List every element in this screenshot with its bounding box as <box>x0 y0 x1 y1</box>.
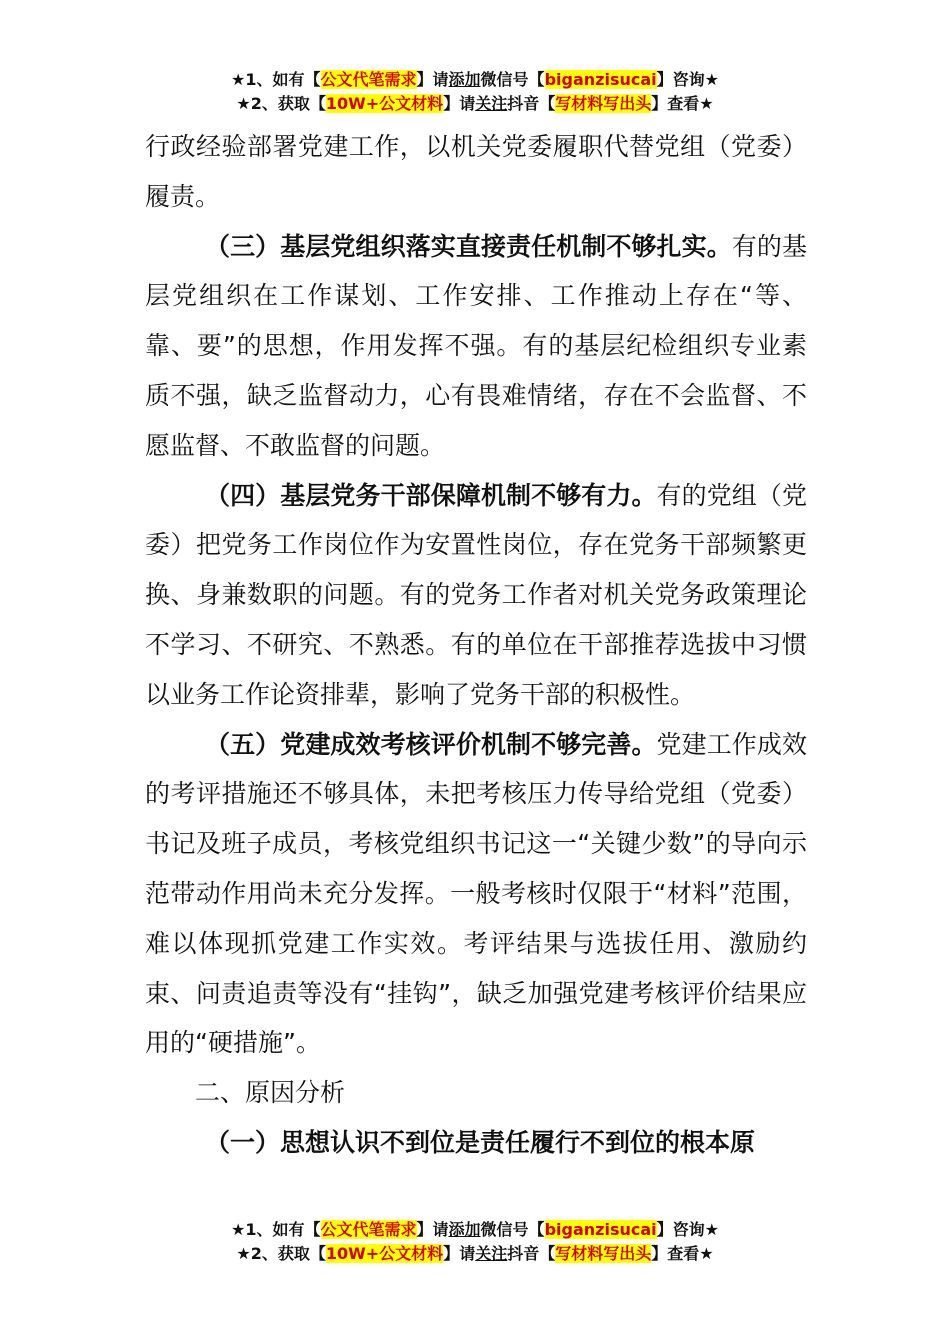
paragraph-section-5: （五）党建成效考核评价机制不够完善。党建工作成效的考评措施还不够具体，未把考核压力传导给党组（党委）书记及班子成员，考核党组织书记这一“关键少数”的导向示范带动作用尚未充分发挥。一般考核时仅限于“材料”范围，难以体现抓党建工作实效。考评结果与选拔任用、激励约束、问责追责等没有“挂钩”，缺乏加强党建考核评价结果应用的“硬措施”。 <box>145 729 807 1058</box>
section-heading: （五）党建成效考核评价机制不够完善。 <box>205 729 657 759</box>
highlight-wechat-id: biganzisucai <box>544 1220 657 1239</box>
highlight-wechat-id: biganzisucai <box>544 70 657 89</box>
paragraph-continuation: 行政经验部署党建工作，以机关党委履职代替党组（党委）履责。 <box>145 132 807 211</box>
header-banner <box>0 68 950 116</box>
banner-line-2: ★2、获取【10W+公文材料】请关注抖音【写材料写出头】查看★ <box>236 1244 714 1263</box>
footer-banner <box>0 1218 950 1266</box>
paragraph-cause-1 <box>145 1118 807 1168</box>
section-heading: （一）思想认识不到位是责任履行不到位的根本原 <box>205 1127 756 1157</box>
banner-line-2: ★2、获取【10W+公文材料】请关注抖音【写材料写出头】查看★ <box>236 94 714 113</box>
highlight-douyin: 写材料写出头 <box>555 94 652 113</box>
paragraph-section-4: （四）基层党务干部保障机制不够有力。有的党组（党委）把党务工作岗位作为安置性岗位，存在党务干部频繁更换、身兼数职的问题。有的党务工作者对机关党务政策理论不学习、不研究、不熟悉。有的单位在干部推荐选拔中习惯以业务工作论资排辈，影响了党务干部的积极性。 <box>145 480 807 709</box>
highlight-materials: 10W+公文材料 <box>325 1244 444 1263</box>
section-heading: （四）基层党务干部保障机制不够有力。 <box>205 480 657 510</box>
paragraph-section-3: （三）基层党组织落实直接责任机制不够扎实。有的基层党组织在工作谋划、工作安排、工作推动上存在“等、靠、要”的思想，作用发挥不强。有的基层纪检组织专业素质不强，缺乏监督动力，心有畏难情绪，存在不会监督、不愿监督、不敢监督的问题。 <box>145 231 807 460</box>
highlight-douyin: 写材料写出头 <box>555 1244 652 1263</box>
document-body <box>145 122 807 1168</box>
section-heading: （三）基层党组织落实直接责任机制不够扎实。 <box>205 231 732 261</box>
chapter-heading: 二、原因分析 <box>195 1078 346 1108</box>
banner-line-1: ★1、如有【公文代笔需求】请添加微信号【biganzisucai】咨询★ <box>231 1220 719 1239</box>
highlight-materials: 10W+公文材料 <box>325 94 444 113</box>
highlight-service: 公文代笔需求 <box>320 1220 417 1239</box>
banner-line-1: ★1、如有【公文代笔需求】请添加微信号【biganzisucai】咨询★ <box>231 70 719 89</box>
highlight-service: 公文代笔需求 <box>320 70 417 89</box>
